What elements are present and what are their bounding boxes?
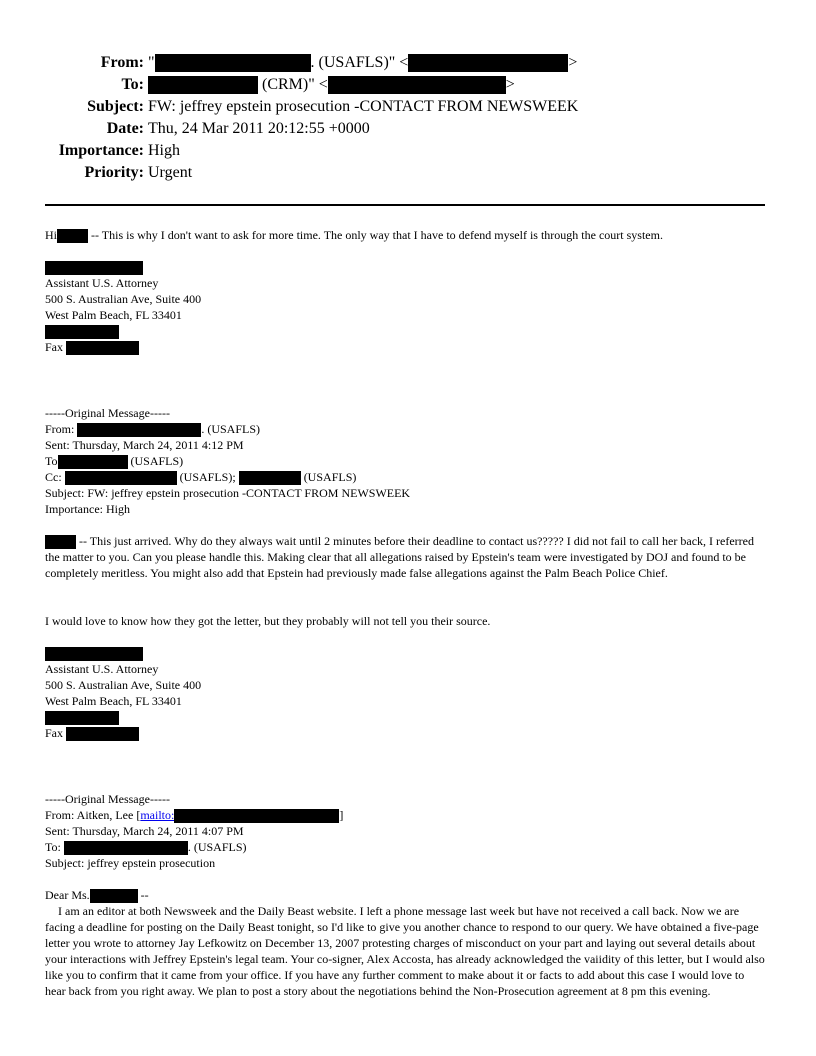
redaction <box>239 471 301 485</box>
redaction <box>408 54 568 72</box>
orig1-cc-mid: (USAFLS); <box>176 470 236 484</box>
header-priority-row <box>0 162 816 184</box>
orig1-paragraph1-text: -- This just arrived. Why do they always wait until 2 minutes before their deadline to contact us????? I did not fail to call her back, I referred the matter to you. Can you please handle this. Making clear that all allegations raised by Epstein's team were investigated by DOJ and found to be completely meritless. You might also add that Epstein had previously made false allegations against the Palm Beach Police Chief. <box>45 534 754 581</box>
redaction <box>45 647 143 661</box>
signature2-address2: West Palm Beach, FL 33401 <box>45 694 182 708</box>
to-label: To: <box>121 76 144 93</box>
signature-fax <box>45 339 139 355</box>
redaction <box>45 535 76 549</box>
orig1-to-label: To <box>45 454 58 468</box>
orig1-sent: Sent: Thursday, March 24, 2011 4:12 PM <box>45 438 244 452</box>
orig1-cc <box>45 469 356 485</box>
orig1-from-label: From: <box>45 422 75 436</box>
signature-address2: West Palm Beach, FL 33401 <box>45 308 182 322</box>
orig2-from-label: From: Aitken, Lee [ <box>45 808 141 822</box>
orig1-cc-label: Cc: <box>45 470 62 484</box>
orig1-to-suffix: (USAFLS) <box>127 454 184 468</box>
to-suffix: (CRM)" < <box>258 76 328 93</box>
redaction <box>57 229 88 243</box>
orig2-from <box>45 807 343 823</box>
orig1-divider: -----Original Message----- <box>45 406 170 420</box>
redaction <box>45 325 119 339</box>
orig2-to-label: To: <box>45 840 61 854</box>
header-date-row <box>0 118 816 140</box>
redaction <box>65 471 177 485</box>
signature-title: Assistant U.S. Attorney <box>45 276 159 290</box>
date-label: Date: <box>106 120 144 137</box>
from-label: From: <box>100 54 144 71</box>
orig1-importance: Importance: High <box>45 502 130 516</box>
orig1-from-suffix: . (USAFLS) <box>201 422 261 436</box>
redaction <box>45 261 143 275</box>
redaction <box>64 841 188 855</box>
orig2-paragraph: I am an editor at both Newsweek and the Daily Beast website. I left a phone message last week but have not received a call back. Now we are facing a deadline for posting on the Daily Beast tonight, so I'd like to give you another chance to respond to our query. We have obtained a five-page letter you wrote to attorney Jay Lefkowitz on December 13, 2007 protesting charges of misconduct on your part and laying out several details about your interactions with Jeffrey Epstein's legal team. Your co-signer, Alex Accosta, has already acknowledged the vaiidity of this letter, but I would also like you to confirm that it came from your office. If you have any further comment to make about it or facts to add about this case I would love to hear back from you right away. We plan to post a story about the negotiations behind the Non-Prosecution agreement at 8 pm this evening. <box>45 904 765 998</box>
signature-name <box>45 259 143 275</box>
signature2-name <box>45 645 143 661</box>
signature-address1: 500 S. Australian Ave, Suite 400 <box>45 292 202 306</box>
orig2-to-suffix: . (USAFLS) <box>187 840 247 854</box>
redaction <box>155 54 311 72</box>
redaction <box>58 455 128 469</box>
orig1-cc-suffix: (USAFLS) <box>300 470 357 484</box>
header-divider <box>45 204 765 206</box>
dear-suffix: -- <box>137 888 149 902</box>
signature2-title: Assistant U.S. Attorney <box>45 662 159 676</box>
to-value: (CRM)" < > <box>148 74 515 96</box>
header-to-row <box>0 74 816 96</box>
subject-label: Subject: <box>87 98 144 115</box>
dear-prefix: Dear Ms. <box>45 888 90 902</box>
orig1-paragraph2: I would love to know how they got the letter, but they probably will not tell you their source. <box>45 614 491 628</box>
redaction <box>66 341 139 355</box>
redaction <box>148 76 258 94</box>
orig2-subject: Subject: jeffrey epstein prosecution <box>45 856 216 870</box>
signature2-address1: 500 S. Australian Ave, Suite 400 <box>45 678 202 692</box>
orig2-sent: Sent: Thursday, March 24, 2011 4:07 PM <box>45 824 244 838</box>
greeting-text: -- This is why I don't want to ask for more time. The only way that I have to defend myself is through the court system. <box>88 228 663 242</box>
greeting-line <box>45 227 663 243</box>
orig1-from <box>45 421 260 437</box>
importance-value: High <box>148 142 180 159</box>
redaction <box>77 423 201 437</box>
orig1-paragraph1 <box>45 533 767 581</box>
signature-phone <box>45 323 119 339</box>
from-suffix: . (USAFLS)" < <box>310 54 409 71</box>
orig2-salutation <box>45 887 149 903</box>
orig2-divider: -----Original Message----- <box>45 792 170 806</box>
fax-label: Fax <box>45 726 63 740</box>
subject-value: FW: jeffrey epstein prosecution -CONTACT FROM NEWSWEEK <box>148 98 579 115</box>
redaction <box>328 76 506 94</box>
orig2-to <box>45 839 247 855</box>
importance-label: Importance: <box>58 142 144 159</box>
from-value: " . (USAFLS)" < > <box>148 54 578 71</box>
orig1-to <box>45 453 183 469</box>
redaction <box>174 809 339 823</box>
redaction <box>45 711 119 725</box>
orig2-from-close: ] <box>339 808 344 822</box>
date-value: Thu, 24 Mar 2011 20:12:55 +0000 <box>148 120 370 137</box>
fax-label: Fax <box>45 340 63 354</box>
orig1-subject: Subject: FW: jeffrey epstein prosecution -CONTACT FROM NEWSWEEK <box>45 486 411 500</box>
header-subject-row <box>0 96 816 118</box>
header-from-row <box>0 52 816 74</box>
mailto-link[interactable]: mailto: <box>140 808 175 822</box>
signature2-phone <box>45 709 119 725</box>
header-importance-row <box>0 140 816 162</box>
signature2-fax <box>45 725 139 741</box>
redaction <box>90 889 138 903</box>
greeting-prefix: Hi <box>45 228 57 242</box>
priority-value: Urgent <box>148 164 193 181</box>
priority-label: Priority: <box>84 164 144 181</box>
redaction <box>66 727 139 741</box>
